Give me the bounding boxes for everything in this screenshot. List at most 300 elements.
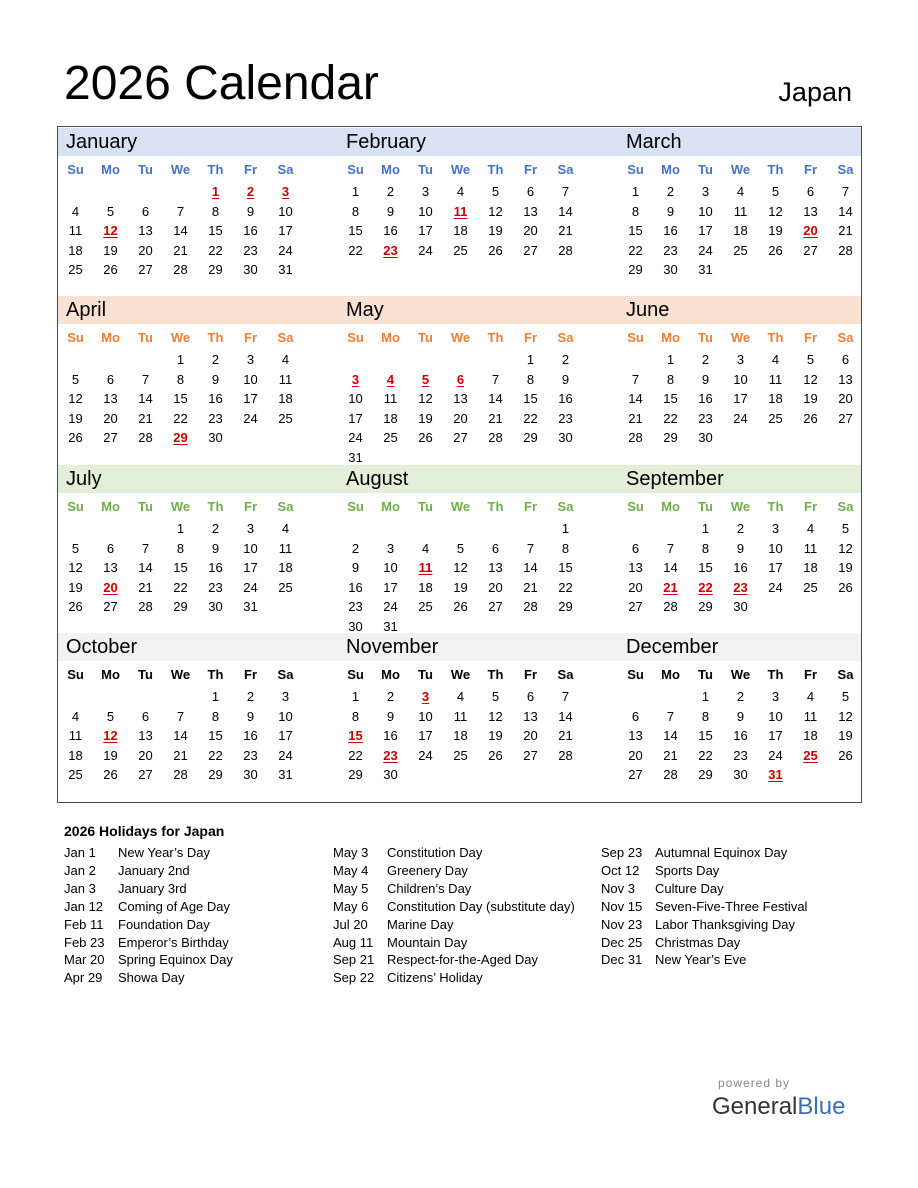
holiday-row	[64, 862, 233, 880]
weekday-label: Mo	[381, 498, 400, 514]
day-blank	[93, 350, 128, 370]
holiday-date: 23	[733, 579, 748, 595]
weekday-label: We	[450, 161, 471, 177]
weekday-label: Sa	[837, 498, 854, 514]
day-cell: 2	[386, 184, 395, 199]
day-cell: 12	[838, 540, 853, 556]
holiday-date: 3	[421, 689, 430, 704]
day-cell: 10	[768, 540, 783, 556]
day-cell: 3	[771, 689, 780, 704]
day-cell: 24	[243, 410, 258, 426]
day-cell: 21	[558, 728, 573, 743]
day-cell: 12	[768, 203, 783, 219]
day-blank	[478, 350, 513, 370]
day-cell: 15	[663, 391, 678, 406]
day-cell: 3	[246, 521, 255, 536]
day-cell: 22	[173, 410, 188, 426]
day-cell: 12	[68, 560, 83, 575]
month-name: March	[626, 131, 682, 153]
holiday-row-name: Citizens’ Holiday	[387, 970, 483, 986]
weekday-label: Su	[67, 666, 84, 682]
day-cell: 25	[278, 410, 293, 426]
day-cell: 22	[348, 242, 363, 258]
day-cell: 7	[176, 708, 185, 724]
day-cell: 6	[631, 708, 640, 724]
day-cell: 30	[663, 262, 678, 277]
weekday-header	[58, 661, 304, 687]
day-cell: 9	[701, 371, 710, 387]
month-name: July	[66, 468, 102, 490]
holiday-row-date: May 3	[333, 845, 369, 860]
weekday-label: Fr	[524, 161, 537, 177]
holiday-date: 20	[103, 579, 118, 595]
day-blank	[408, 519, 443, 539]
weekday-label: Sa	[837, 666, 854, 682]
weekday-label: Sa	[277, 666, 294, 682]
day-cell: 4	[281, 521, 290, 536]
day-cell: 3	[421, 184, 430, 199]
day-cell: 17	[243, 560, 258, 575]
day-cell: 17	[768, 728, 783, 743]
day-cell: 27	[803, 242, 818, 258]
holiday-row	[64, 951, 233, 969]
day-cell: 3	[771, 521, 780, 536]
holiday-date: 23	[383, 747, 398, 763]
day-cell: 12	[453, 560, 468, 575]
holiday-row-name: Spring Equinox Day	[118, 952, 233, 968]
day-cell: 21	[173, 747, 188, 763]
day-cell: 22	[173, 579, 188, 595]
day-blank	[93, 519, 128, 539]
day-cell: 10	[243, 371, 258, 387]
brand-blue: Blue	[797, 1093, 846, 1120]
day-blank	[373, 350, 408, 370]
weekday-label: Th	[767, 161, 784, 177]
holiday-row-name: Showa Day	[118, 970, 185, 986]
holiday-row-date: Apr 29	[64, 970, 103, 986]
day-cell: 16	[208, 391, 223, 406]
weekday-label: Su	[627, 329, 644, 345]
holiday-row-date: Feb 23	[64, 934, 105, 950]
day-grid	[338, 687, 584, 785]
day-cell: 21	[838, 223, 853, 238]
day-cell: 21	[558, 223, 573, 238]
day-cell: 30	[698, 430, 713, 445]
day-cell: 9	[246, 203, 255, 219]
day-cell: 28	[558, 242, 573, 258]
weekday-label: We	[730, 329, 751, 345]
day-blank	[478, 519, 513, 539]
day-cell: 14	[558, 708, 573, 724]
weekday-header	[58, 493, 304, 519]
weekday-label: We	[730, 161, 751, 177]
day-cell: 26	[103, 767, 118, 782]
day-cell: 10	[418, 203, 433, 219]
day-cell: 18	[278, 391, 293, 406]
day-cell: 19	[488, 223, 503, 238]
day-cell: 9	[386, 203, 395, 219]
holiday-date: 31	[768, 767, 783, 782]
day-cell: 31	[383, 618, 398, 634]
day-cell: 26	[838, 579, 853, 595]
holidays-column	[333, 844, 575, 987]
day-cell: 28	[628, 430, 643, 445]
weekday-label: Sa	[837, 329, 854, 345]
day-cell: 5	[491, 184, 500, 199]
day-cell: 25	[278, 579, 293, 595]
day-cell: 17	[698, 223, 713, 238]
day-cell: 29	[208, 262, 223, 277]
day-cell: 16	[243, 728, 258, 743]
day-cell: 28	[488, 430, 503, 445]
day-cell: 28	[173, 767, 188, 782]
day-cell: 1	[176, 521, 185, 536]
weekday-label: Sa	[557, 161, 574, 177]
day-cell: 3	[246, 352, 255, 367]
day-cell: 27	[103, 599, 118, 614]
day-blank	[408, 350, 443, 370]
holiday-row	[601, 844, 807, 862]
month-name: December	[626, 636, 719, 658]
day-cell: 30	[243, 262, 258, 277]
day-cell: 29	[698, 767, 713, 782]
day-cell: 8	[211, 708, 220, 724]
day-cell: 13	[138, 728, 153, 743]
day-cell: 11	[733, 203, 748, 219]
day-cell: 2	[736, 521, 745, 536]
day-cell: 10	[243, 540, 258, 556]
day-blank	[443, 519, 478, 539]
day-cell: 9	[561, 371, 570, 387]
month-name: May	[346, 299, 384, 321]
day-cell: 4	[281, 352, 290, 367]
day-cell: 5	[106, 708, 115, 724]
holiday-row-name: Autumnal Equinox Day	[655, 845, 788, 860]
day-cell: 17	[418, 223, 433, 238]
weekday-label: Tu	[138, 498, 153, 514]
weekday-header	[618, 324, 864, 350]
day-cell: 14	[838, 203, 853, 219]
day-cell: 5	[71, 371, 80, 387]
day-cell: 1	[211, 689, 220, 704]
day-cell: 9	[736, 708, 745, 724]
holiday-row-date: Aug 11	[333, 934, 374, 950]
day-cell: 12	[488, 708, 503, 724]
holiday-row	[601, 880, 807, 898]
day-cell: 7	[561, 689, 570, 704]
day-grid	[58, 687, 304, 785]
day-cell: 19	[838, 728, 853, 743]
weekday-header	[338, 661, 584, 687]
weekday-label: Tu	[418, 329, 433, 345]
day-cell: 18	[803, 560, 818, 575]
day-cell: 19	[768, 223, 783, 238]
weekday-label: Su	[67, 329, 84, 345]
day-cell: 22	[348, 747, 363, 763]
day-cell: 31	[278, 262, 293, 277]
day-cell: 18	[733, 223, 748, 238]
day-cell: 30	[348, 618, 363, 634]
weekday-label: We	[170, 666, 191, 682]
day-grid	[58, 182, 304, 280]
day-cell: 15	[558, 560, 573, 575]
day-cell: 10	[418, 708, 433, 724]
weekday-label: Fr	[244, 666, 257, 682]
weekday-label: We	[730, 666, 751, 682]
day-blank	[443, 350, 478, 370]
day-grid	[618, 519, 864, 617]
day-cell: 7	[841, 184, 850, 199]
day-cell: 10	[278, 203, 293, 219]
weekday-label: Tu	[698, 498, 713, 514]
day-cell: 12	[68, 391, 83, 406]
holiday-row	[333, 880, 575, 898]
day-cell: 29	[208, 767, 223, 782]
day-cell: 27	[138, 262, 153, 277]
day-cell: 25	[68, 262, 83, 277]
holiday-date: 11	[453, 203, 468, 219]
day-cell: 11	[383, 391, 398, 406]
day-cell: 20	[838, 391, 853, 406]
day-cell: 2	[386, 689, 395, 704]
holiday-date: 5	[421, 371, 430, 387]
day-cell: 8	[351, 708, 360, 724]
day-cell: 16	[733, 560, 748, 575]
day-cell: 23	[698, 410, 713, 426]
day-cell: 1	[631, 184, 640, 199]
day-cell: 8	[526, 371, 535, 387]
day-cell: 18	[453, 223, 468, 238]
weekday-label: Mo	[381, 329, 400, 345]
holiday-row-name: Mountain Day	[387, 934, 468, 950]
holiday-row-date: Sep 21	[333, 952, 375, 968]
day-cell: 24	[278, 747, 293, 763]
day-cell: 7	[666, 540, 675, 556]
day-cell: 8	[176, 371, 185, 387]
day-cell: 8	[176, 540, 185, 556]
holiday-row	[601, 934, 807, 952]
day-cell: 27	[838, 410, 853, 426]
weekday-label: We	[170, 498, 191, 514]
day-cell: 9	[351, 560, 360, 575]
weekday-header	[338, 156, 584, 182]
weekday-label: Th	[207, 666, 224, 682]
generalblue-logo[interactable]	[712, 1092, 845, 1122]
weekday-label: Tu	[418, 498, 433, 514]
day-cell: 17	[733, 391, 748, 406]
day-cell: 6	[631, 540, 640, 556]
weekday-label: Th	[767, 329, 784, 345]
holiday-date: 21	[663, 579, 678, 595]
holiday-row-date: Nov 15	[601, 898, 643, 914]
day-cell: 16	[208, 560, 223, 575]
day-cell: 21	[138, 579, 153, 595]
day-cell: 25	[453, 747, 468, 763]
holiday-row-date: Jan 1	[64, 845, 96, 860]
day-cell: 29	[558, 599, 573, 614]
day-cell: 2	[736, 689, 745, 704]
day-cell: 29	[173, 599, 188, 614]
day-cell: 15	[698, 560, 713, 575]
day-cell: 27	[488, 599, 503, 614]
day-blank	[58, 350, 93, 370]
day-cell: 20	[523, 728, 538, 743]
holiday-row-date: Mar 20	[64, 952, 105, 968]
day-cell: 5	[456, 540, 465, 556]
day-cell: 19	[103, 242, 118, 258]
day-cell: 10	[768, 708, 783, 724]
day-blank	[58, 687, 93, 707]
day-cell: 3	[736, 352, 745, 367]
day-cell: 21	[488, 410, 503, 426]
day-cell: 17	[383, 579, 398, 595]
day-cell: 4	[71, 203, 80, 219]
day-grid	[338, 182, 584, 260]
day-cell: 9	[211, 371, 220, 387]
holiday-row	[64, 844, 233, 862]
day-cell: 30	[558, 430, 573, 445]
day-cell: 24	[418, 242, 433, 258]
weekday-label: Mo	[101, 666, 120, 682]
day-cell: 6	[141, 203, 150, 219]
day-cell: 20	[138, 242, 153, 258]
day-cell: 20	[628, 747, 643, 763]
holiday-row	[601, 951, 807, 969]
day-cell: 29	[698, 599, 713, 614]
day-cell: 1	[526, 352, 535, 367]
holiday-date: 3	[351, 371, 360, 387]
day-cell: 2	[561, 352, 570, 367]
day-blank	[618, 519, 653, 539]
day-cell: 30	[733, 767, 748, 782]
day-cell: 28	[663, 599, 678, 614]
day-cell: 5	[106, 203, 115, 219]
weekday-label: Fr	[524, 666, 537, 682]
holiday-row-name: New Year’s Day	[118, 845, 211, 860]
day-cell: 4	[771, 352, 780, 367]
holiday-row-date: Nov 3	[601, 880, 635, 896]
day-cell: 16	[663, 223, 678, 238]
holiday-row	[333, 951, 575, 969]
day-cell: 27	[628, 767, 643, 782]
weekday-label: Mo	[101, 498, 120, 514]
day-blank	[128, 350, 163, 370]
weekday-label: Tu	[138, 329, 153, 345]
day-cell: 16	[733, 728, 748, 743]
holiday-row-name: Seven-Five-Three Festival	[655, 898, 808, 914]
holiday-row-name: Labor Thanksgiving Day	[655, 916, 795, 932]
month-name: November	[346, 636, 439, 658]
day-cell: 1	[351, 689, 360, 704]
day-cell: 10	[383, 560, 398, 575]
weekday-label: Tu	[698, 666, 713, 682]
holiday-row	[333, 862, 575, 880]
holiday-row-date: May 5	[333, 880, 369, 896]
holiday-row	[333, 934, 575, 952]
day-cell: 27	[453, 430, 468, 445]
holiday-row-date: Sep 23	[601, 845, 643, 860]
day-cell: 13	[453, 391, 468, 406]
day-cell: 15	[348, 223, 363, 238]
day-cell: 26	[68, 430, 83, 445]
day-cell: 6	[841, 352, 850, 367]
day-cell: 1	[561, 521, 570, 536]
day-cell: 14	[628, 391, 643, 406]
day-cell: 14	[173, 728, 188, 743]
brand-general: General	[712, 1093, 798, 1120]
day-cell: 26	[838, 747, 853, 763]
day-cell: 21	[173, 242, 188, 258]
day-cell: 23	[208, 410, 223, 426]
day-cell: 23	[243, 747, 258, 763]
weekday-label: Tu	[698, 161, 713, 177]
day-blank	[128, 687, 163, 707]
holiday-date: 6	[456, 371, 465, 387]
holiday-row-name: Respect-for-the-Aged Day	[387, 952, 539, 968]
holiday-row-date: Nov 23	[601, 916, 643, 932]
weekday-label: Tu	[418, 666, 433, 682]
weekday-label: Tu	[138, 161, 153, 177]
day-cell: 20	[628, 579, 643, 595]
holiday-row-date: Jul 20	[333, 916, 368, 932]
day-cell: 22	[208, 747, 223, 763]
day-cell: 31	[278, 767, 293, 782]
day-cell: 13	[103, 560, 118, 575]
day-cell: 24	[243, 579, 258, 595]
day-cell: 6	[526, 184, 535, 199]
holiday-row-date: Dec 31	[601, 952, 643, 968]
day-blank	[513, 519, 548, 539]
day-cell: 25	[68, 767, 83, 782]
day-cell: 23	[208, 579, 223, 595]
day-cell: 18	[68, 747, 83, 763]
day-cell: 18	[453, 728, 468, 743]
day-blank	[128, 519, 163, 539]
day-cell: 16	[383, 223, 398, 238]
day-cell: 26	[103, 262, 118, 277]
holiday-row-date: Jan 12	[64, 898, 104, 914]
day-cell: 28	[663, 767, 678, 782]
weekday-label: Th	[767, 498, 784, 514]
holiday-row-name: Marine Day	[387, 916, 454, 932]
day-cell: 14	[558, 203, 573, 219]
day-cell: 14	[488, 391, 503, 406]
month-name: October	[66, 636, 138, 658]
month-name: January	[66, 131, 138, 153]
holiday-date: 23	[383, 242, 398, 258]
weekday-label: Sa	[277, 329, 294, 345]
day-cell: 11	[453, 708, 468, 724]
day-cell: 30	[383, 767, 398, 782]
day-cell: 15	[208, 728, 223, 743]
weekday-label: Su	[627, 161, 644, 177]
day-cell: 10	[348, 391, 363, 406]
weekday-label: We	[450, 666, 471, 682]
day-cell: 20	[103, 410, 118, 426]
day-cell: 1	[701, 521, 710, 536]
day-cell: 31	[698, 262, 713, 277]
day-blank	[163, 182, 198, 202]
day-cell: 31	[348, 449, 363, 465]
day-cell: 15	[173, 560, 188, 575]
month-name: February	[346, 131, 427, 153]
month-name: September	[626, 468, 724, 490]
weekday-header	[338, 493, 584, 519]
day-cell: 26	[418, 430, 433, 445]
holiday-row-date: Sep 22	[333, 970, 375, 986]
day-cell: 13	[628, 560, 643, 575]
day-cell: 24	[383, 599, 398, 614]
